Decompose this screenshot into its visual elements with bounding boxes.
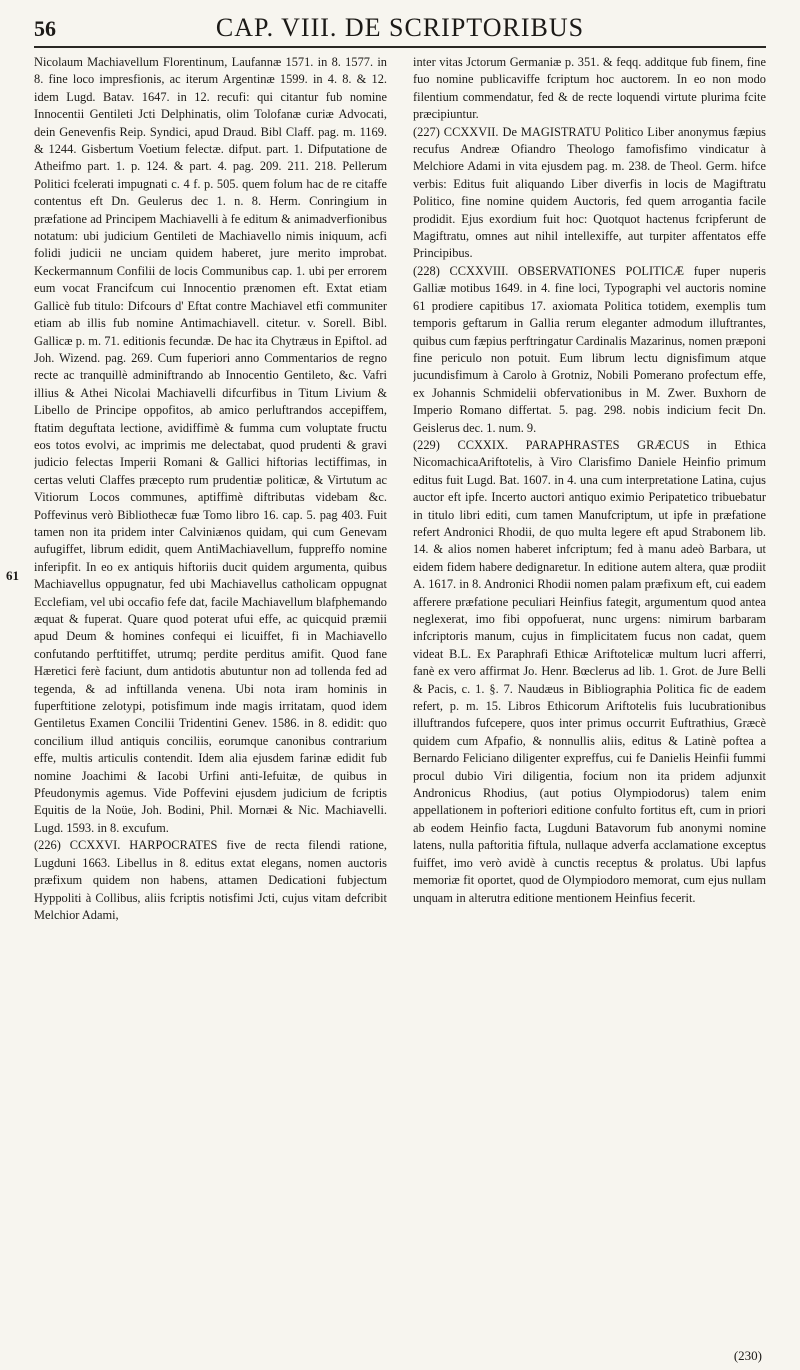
right-paragraph-2: (227) CCXXVII. De MAGISTRATU Politico Liber anonymus fæpius recufus Andreæ Ofiandro Theologo famofisfimo vindicatur à Melchiore Adami in vita ejusdem pag. m. 238. de Theol. Germ. hifce verbis: Editus fuit aliquando Liber diverfis in locis de Magiftratu Politico, fine nomine quidem Auctoris, fed quem arrogantia facile prodidit. Ejus exordium fuit hoc: Quotquot hactenus fcripferunt de Magiftratu, omnes aut nihil intellexiffe, aut turpiter affentatos effe Principibus. (413, 124, 766, 261)
right-column (413, 54, 766, 1342)
right-paragraph-4: (229) CCXXIX. PARAPHRASTES GRÆCUS in Ethica NicomachicaAriftotelis, à Viro Clarisfimo Daniele Heinfio primum editus fuit Lugd. Bat. 1607. in 4. una cum interpretatione Latina, cujus auctor eft ipfe. Incerto auctori antiquo eximio Peripatetico tribuebatur in titulo libri editi, cum tamen Manufcriptum, ut ipfe in præfatione refert Andronici Rhodii, de quo multa legere eft apud Strabonem lib. 14. & alios nomen haberet infcriptum; fed à manu adeò Barbara, ut eidem fidem habere dedignaretur. In editione autem altera, quæ prodiit A. 1617. in 8. Andronici Rhodii nomen palam præfixum eft, cui eadem afferere præfatione peculiari Heinfius fategit, argumentum quod antea neglexerat, imo fibi oppofuerat, nunc urgens: nimirum barbaram infcriptoris manum, cujus in fimplicitatem fucus non cadat, quem videat B.L. Ex Paraphrafi Ethicæ Ariftotelicæ multum lucri afferri, fanè ex vero affirmat Jo. Henr. Bœclerus ad lib. 1. Grot. de Jure Belli & Pacis, c. 1. §. 7. Naudæus in Bibliographia Politica fic de eadem refert, p. m. 15. Libros Ethicorum Ariftotelis fuis lucubrationibus illuftrandos fufcepere, quos inter primus occurrit Euftrathius, Græcè quidem cum Afpafio, & nonnullis aliis, editus & Latinè poftea a Bernardo Feliciano diligenter expreffus, cui fe Danielis Heinfii fummi procul dubio Viri diligentia, focium non ita pridem adjunxit Andronicus Rhodius, (aut potius Olympiodorus) talem enim appellationem in pofteriori editione confulto fortitus eft, cum in priori ab eodem Heinfio facta, Lugduni Batavorum fub anonymi nomine latens, nulla paftoritia fiftula, nullaque adverfa acclamatione exceptus fuiffet, imo verò avidè à cunctis receptus & prolatus. Ubi lapfus memoriæ fit oportet, quod de Olympiodoro memorat, cum ejus nullam unquam in alterutra editione mentionem Heinfius fecerit. (413, 437, 766, 905)
text-columns (34, 54, 766, 1342)
running-title: CAP. VIII. DE SCRIPTORIBUS (215, 13, 585, 42)
page-header (34, 6, 766, 48)
page-number: 56 (34, 16, 56, 41)
left-paragraph-1: Nicolaum Machiavellum Florentinum, Laufannæ 1571. in 8. 1577. in 8. fine loco impresfionis, ac iterum Argentinæ 1599. in 4. 8. & 12. idem Lugd. Batav. 1647. in 12. recufi: qui citantur fub nomine Innocentii Gentileti Jcti Delphinatis, olim Tolofanæ curiæ Advocati, dein Genevenfis Reip. Syndici, apud Draud. Bibl Claff. pag. m. 1169. & 1244. Gisbertum Voetium felectæ. difput. part. 1. Difputatione de Atheifmo part. 1. p. 124. & part. 4. pag. 209. 211. 218. Pellerum Politici fcelerati impugnati c. 4 f. p. 505. quem folum hac de re citaffe contentus eft Dn. Geulerus dec 1. n. 8. Herm. Conringium in præfatione ad Principem Machiavelli à fe editum & animadverfionibus notatum: ubi judicium Gentileti de Machiavello nimis iniquum, acfi folidi judicii ne unciam quidem haberet, jure merito improbat. Keckermannum Confilii de locis Communibus cap. 1. ubi per errorem eum vocat Francifcum cui Innocentio prænomen eft. Extat etiam Gallicè fub titulo: Difcours d' Eftat contre Machiavel etfi communiter etiam ab illis fub nomine Antimachiavell. citetur. v. Sorell. Bibl. Gallicæ p. m. 71. editionis fecundæ. De hac ita Chytræus in Epiftol. ad Joh. Wizend. pag. 269. Cum fuperiori anno Commentarios de regno recte ac tranquillè adminiftrando ab Innocentio Gentileto, &c. Vafri illius & Athei Nicolai Machiavelli difcurfibus in Titum Livium & Libello de Principe oppofitos, ab amico perluftrandos accepiffem, ftatim deguftata lectione, avidiffimè & fumma cum voluptate fructu eos totos evolvi, ac imprimis me delectabat, quod prudenti & gravi judicio felectas Imperii Romani & Gallici hiftorias lectiffimas, in certas veluti Claffes præcepto rum prudentiæ politicæ, & Virtutum ac Vitiorum Locos communes, aptiffimè diftributas videbam &c. Poffevinus verò Bibliothecæ fuæ Tomo libro 16. cap. 5. pag 403. Fuit tamen non ita pridem inter Calviniænos quidam, qui cum Genevam aufugiffet, librum edidit, quem AntiMachiavellum, fuppreffo nomine inferipfit. In eo ex antiquis hiftoriis ducit quidem argumenta, quibus Machiavellus oppugnatur, fed ubi Machiavellus catholicam oppugnat Ecclefiam, vel ubi occafio fefe dat, facile Machiavellum blafphemando æquat & fuperat. Quare quod poterat ufui effe, ac quicquid præmii apud Deum & homines confequi ei licuiffet, fi in Machiavello confutando perftitiffet, utrumq; perdite perditus amifit. Quod fane Hæretici ferè faciunt, dum antidotis abutuntur non ad tollenda fed ad tegenda, & ad inftillanda venena. Ubi nota iram hominis in fuperftitione zelotypi, potisfimum inde magis irritatam, quod idem Gentiletus Examen Concilii Tridentini Genev. 1586. in 8. edidit: quo concilium illud antiquis conciliis, eorumque canonibus contrarium effe, multis articulis contendit. Idem alia ejusdem farinæ edidit fub nomine Joachimi & Iacobi Urfini anti-Iefuitæ, de quibus in Pfeudonymis agemus. Vide Poffevini ejusdem judicium de fcriptis Equitis de la Noüe, Joh. Bodini, Phil. Mornæi & Nic. Machiavelli. Lugd. 1593. in 8. excufum. (34, 55, 387, 835)
right-paragraph-1: inter vitas Jctorum Germaniæ p. 351. & feqq. additque fub finem, fine fuo nomine publicaviffe fcriptum hoc auctorem. In eo non modo filentium commendatur, fed & de recte loquendi virtute plurima fcite præcipiuntur. (413, 55, 766, 122)
left-column (34, 54, 387, 1342)
right-paragraph-3: (228) CCXXVIII. OBSERVATIONES POLITICÆ fuper nuperis Galliæ motibus 1649. in 4. fine loci, Typographi vel auctoris nomine 61 prodiere capitibus 17. axiomata Politica totidem, exemplis tum temporis geftarum in Gallia rerum eleganter admodum illuftrantes, quibus cum fæpius perftringatur Cardinalis Mazarinus, nomen præponi fine periculo non potuit. Eum librum lectu dignisfimum atque jucundisfimum à Carolo à Grotniz, Nobili Pomerano profectum effe, ex Johannis Schmidelii obfervationibus in M. Zwer. Buxhorn de Imperio Romano differtat. 5. pag. 298. nobis indicium fecit Dn. Geislerus dec. 1. num. 9. (413, 263, 766, 435)
margin-number: 61 (6, 568, 19, 583)
catchword: (230) (733, 1348, 762, 1363)
left-paragraph-2: (226) CCXXVI. HARPOCRATES five de recta filendi ratione, Lugduni 1663. Libellus in 8. editus extat elegans, nomen auctoris præfixum quidem non habens, attamen Dedicationi fubjectum Hyppoliti à Collibus, aliis fcriptis notisfimi Jcti, cujus vitam defcribit Melchior Adami, (34, 838, 387, 922)
